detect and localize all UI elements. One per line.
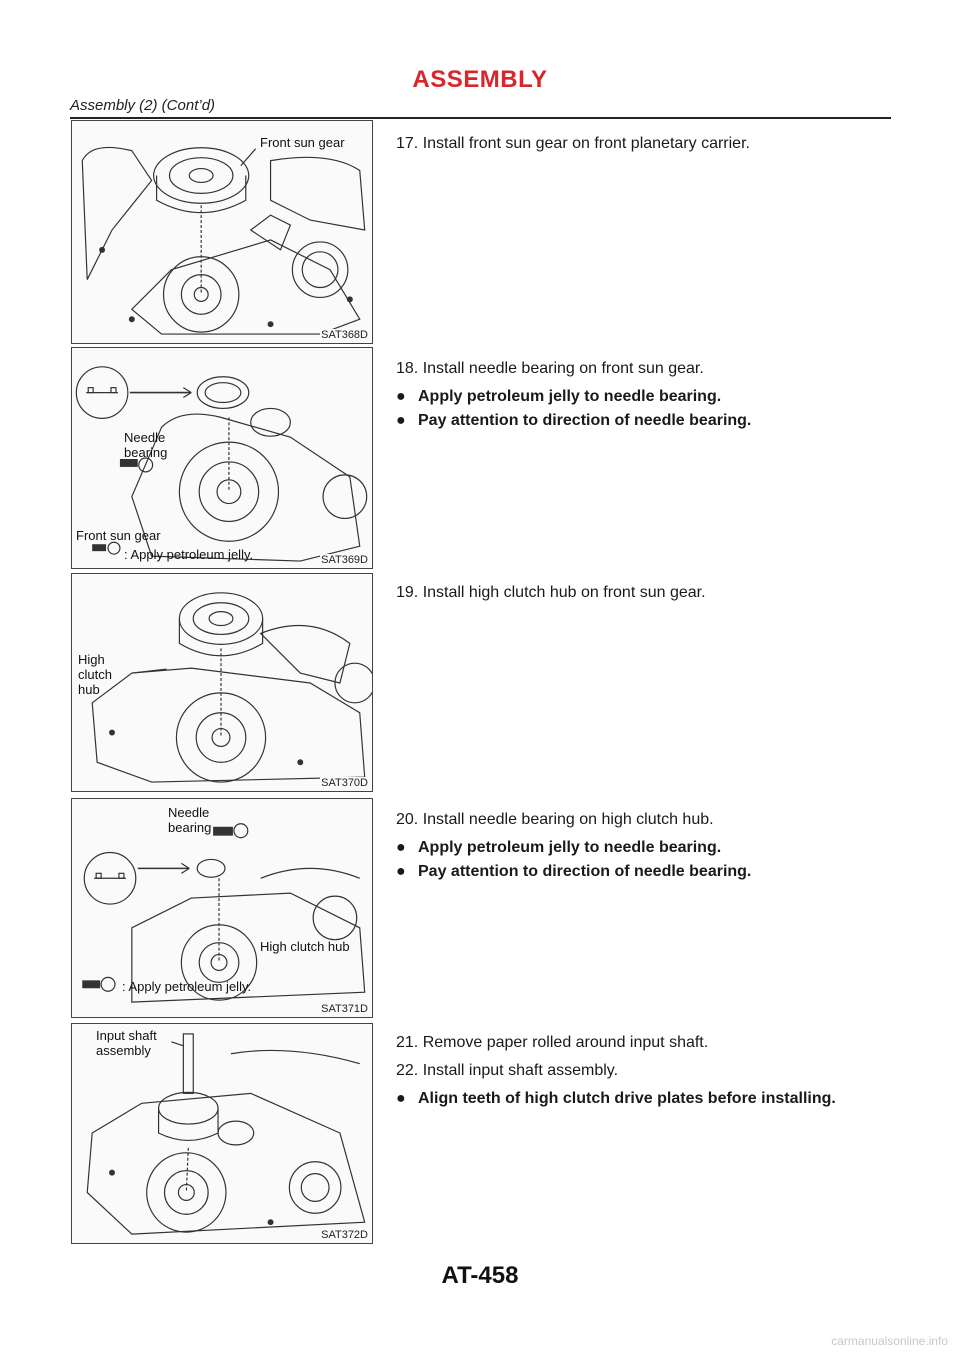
- figure-sat372d: [71, 1023, 373, 1244]
- step-line: 20. Install needle bearing on high clutch hub.: [396, 811, 714, 828]
- step-18-text: [396, 357, 896, 433]
- front-sun-gear-illustration: [72, 121, 372, 343]
- figure-sat370d: [71, 573, 373, 792]
- step-21-22-text: [396, 1031, 896, 1111]
- bullet-icon: ●: [396, 863, 406, 880]
- figure-sat369d: [71, 347, 373, 569]
- figure-code: SAT369D: [321, 554, 368, 566]
- watermark: carmanualsonline.info: [831, 1334, 948, 1348]
- bullet-item: [396, 1087, 896, 1111]
- bullet-text: Pay attention to direction of needle bearing.: [418, 412, 752, 429]
- bullet-icon: ●: [396, 1090, 406, 1107]
- page-number: AT-458: [441, 1262, 519, 1289]
- step-line: 22. Install input shaft assembly.: [396, 1062, 619, 1079]
- bullet-icon: ●: [396, 412, 406, 429]
- step-line: 21. Remove paper rolled around input shaft.: [396, 1034, 709, 1051]
- bullet-text: Pay attention to direction of needle bearing.: [418, 863, 752, 880]
- callout-front-sun-gear: Front sun gear: [76, 528, 161, 543]
- section-subtitle: Assembly (2) (Cont’d): [70, 97, 216, 114]
- bullet-item: [396, 385, 896, 409]
- callout-needle-bearing: Needle bearing: [124, 430, 168, 460]
- figure-sat371d: [71, 798, 373, 1018]
- step-17-text: [396, 132, 896, 160]
- step-19-text: [396, 581, 896, 609]
- callout-apply-petroleum-jelly: : Apply petroleum jelly.: [124, 547, 254, 562]
- callout-high-clutch-hub: High clutch hub: [78, 652, 112, 697]
- bullet-icon: ●: [396, 839, 406, 856]
- callout-needle-bearing: Needle bearing: [168, 805, 212, 835]
- bullet-item: [396, 860, 896, 884]
- callout-input-shaft-assembly: Input shaft assembly: [96, 1028, 157, 1058]
- figure-code: SAT371D: [321, 1003, 368, 1015]
- bullet-icon: ●: [396, 388, 406, 405]
- callout-high-clutch-hub: High clutch hub: [260, 939, 350, 954]
- step-line: 19. Install high clutch hub on front sun gear.: [396, 584, 706, 601]
- figure-code: SAT370D: [321, 777, 368, 789]
- figure-code: SAT368D: [321, 329, 368, 341]
- bullet-item: [396, 409, 896, 433]
- header-divider: [70, 117, 891, 119]
- step-line: 18. Install needle bearing on front sun gear.: [396, 360, 704, 377]
- page-title: ASSEMBLY: [412, 66, 548, 93]
- figure-code: SAT372D: [321, 1229, 368, 1241]
- figure-sat368d: [71, 120, 373, 344]
- bullet-text: Align teeth of high clutch drive plates before installing.: [418, 1090, 836, 1107]
- step-20-text: [396, 808, 896, 884]
- callout-apply-petroleum-jelly: : Apply petroleum jelly.: [122, 979, 252, 994]
- bullet-item: [396, 836, 896, 860]
- callout-front-sun-gear: Front sun gear: [260, 135, 345, 150]
- bullet-text: Apply petroleum jelly to needle bearing.: [418, 388, 722, 405]
- step-line: 17. Install front sun gear on front planetary carrier.: [396, 135, 750, 152]
- bullet-text: Apply petroleum jelly to needle bearing.: [418, 839, 722, 856]
